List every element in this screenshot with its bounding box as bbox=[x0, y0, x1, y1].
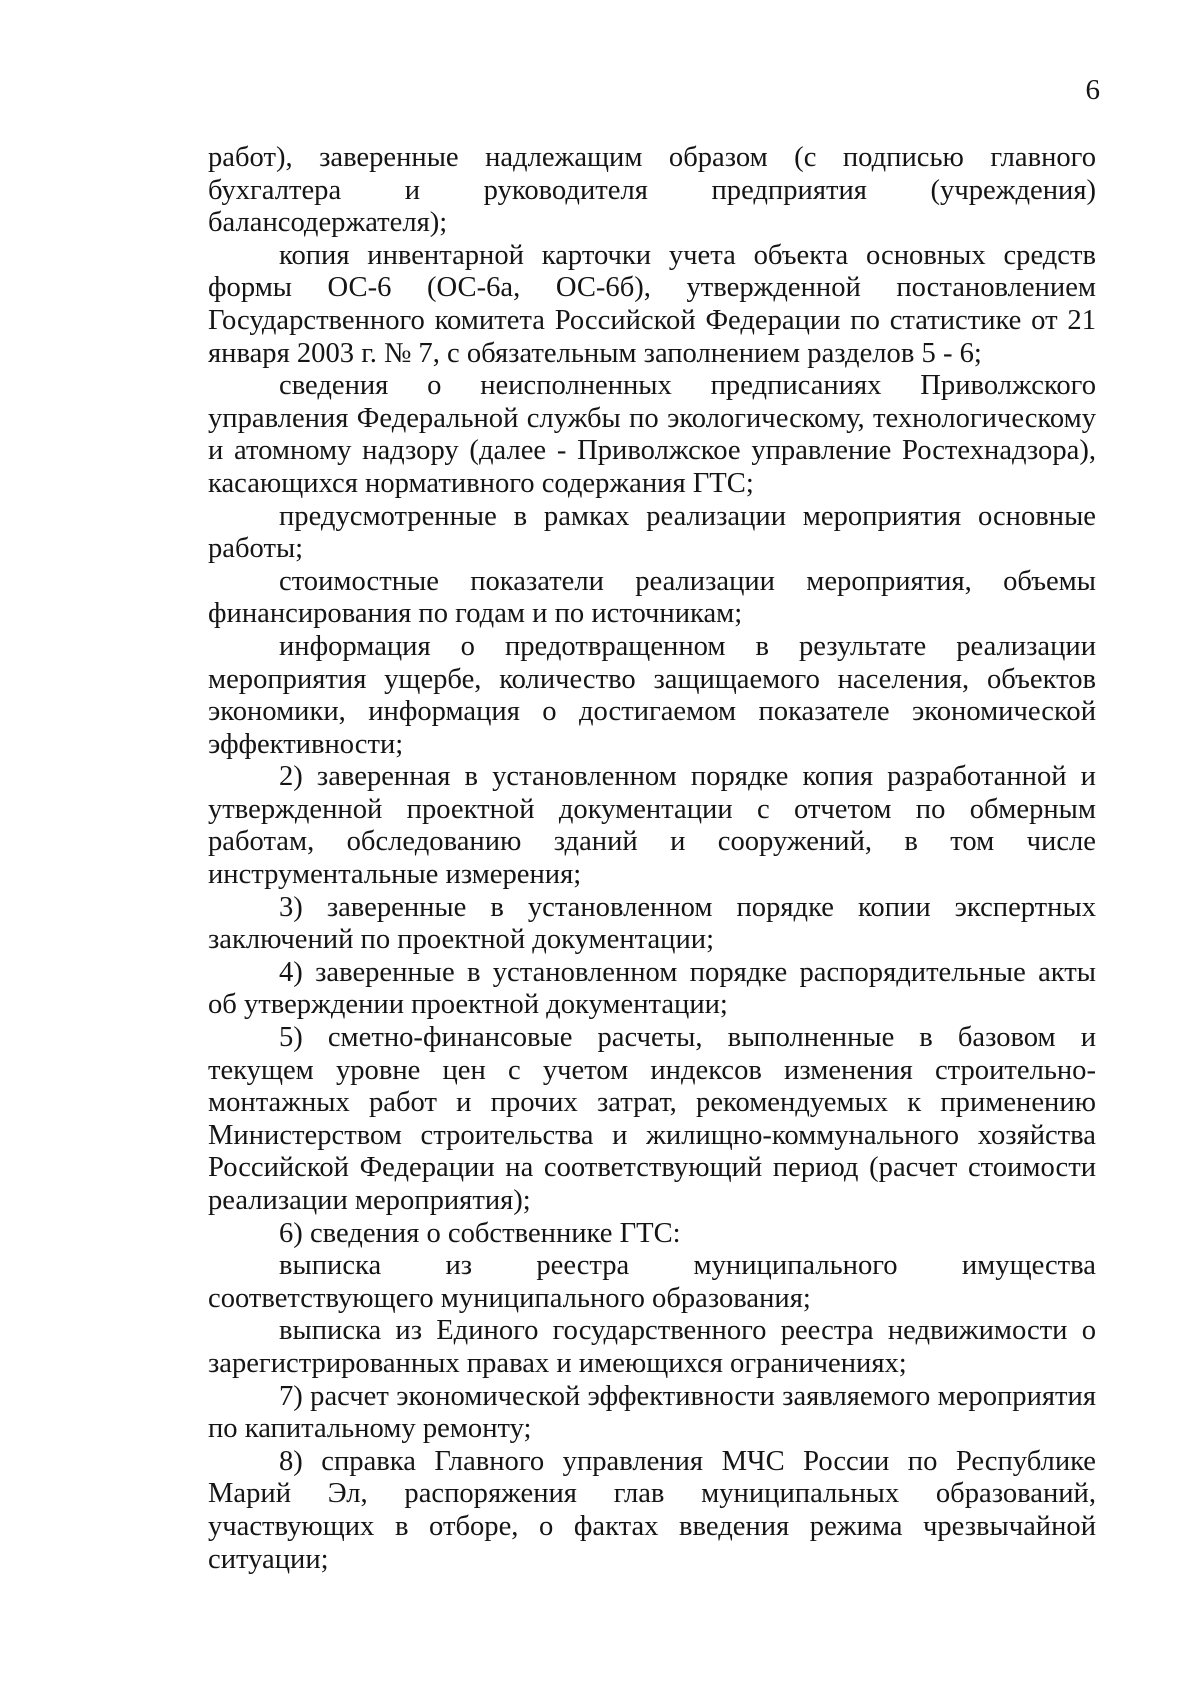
paragraph-municipal-registry: выписка из реестра муниципального имущества соответствующего муниципального образования; bbox=[208, 1250, 1096, 1314]
paragraph-prevented-damage: информация о предотвращенном в результате реализации мероприятия ущербе, количество защищаемого населения, объектов экономики, информация о достигаемом показателе экономической эффективности; bbox=[208, 630, 1096, 760]
list-item-3: 3) заверенные в установленном порядке копии экспертных заключений по проектной документации; bbox=[208, 891, 1096, 956]
paragraph-cost-indicators: стоимостные показатели реализации мероприятия, объемы финансирования по годам и по источникам; bbox=[208, 565, 1096, 630]
page-number: 6 bbox=[1085, 74, 1100, 106]
paragraph-continuation: работ), заверенные надлежащим образом (с подписью главного бухгалтера и руководителя предприятия (учреждения) балансодержателя); bbox=[208, 142, 1096, 239]
paragraph-state-registry: выписка из Единого государственного реестра недвижимости о зарегистрированных правах и имеющихся ограничениях; bbox=[208, 1315, 1096, 1379]
list-item-7: 7) расчет экономической эффективности заявляемого мероприятия по капитальному ремонту; bbox=[208, 1380, 1096, 1445]
list-item-5: 5) сметно-финансовые расчеты, выполненные в базовом и текущем уровне цен с учетом индексов изменения строительно-монтажных работ и прочих затрат, рекомендуемых к применению Министерством строительства и жилищно-коммунального хозяйства Российской Федерации на соответствующий период (расчет стоимости реализации мероприятия); bbox=[208, 1022, 1096, 1216]
paragraph-rostekhnadzor: сведения о неисполненных предписаниях Приволжского управления Федеральной службы по экологическому, технологическому и атомному надзору (далее - Приволжское управление Ростехнадзора), касающихся нормативного содержания ГТС; bbox=[208, 370, 1096, 499]
paragraph-main-works: предусмотренные в рамках реализации мероприятия основные работы; bbox=[208, 500, 1096, 565]
list-item-8: 8) справка Главного управления МЧС России по Республике Марий Эл, распоряжения глав муниципальных образований, участвующих в отборе, о фактах введения режима чрезвычайной ситуации; bbox=[208, 1445, 1096, 1575]
list-item-6: 6) сведения о собственнике ГТС: bbox=[279, 1217, 681, 1249]
list-item-4: 4) заверенные в установленном порядке распорядительные акты об утверждении проектной документации; bbox=[208, 956, 1096, 1021]
document-body bbox=[208, 142, 1096, 1576]
paragraph-inventory-card: копия инвентарной карточки учета объекта основных средств формы ОС-6 (ОС-6а, ОС-6б), утвержденной постановлением Государственного комитета Российской Федерации по статистике от 21 января 2003 г. № 7, с обязательным заполнением разделов 5 - 6; bbox=[208, 239, 1096, 369]
list-item-2: 2) заверенная в установленном порядке копия разработанной и утвержденной проектной документации с отчетом по обмерным работам, обследованию зданий и сооружений, в том числе инструментальные измерения; bbox=[208, 761, 1096, 891]
